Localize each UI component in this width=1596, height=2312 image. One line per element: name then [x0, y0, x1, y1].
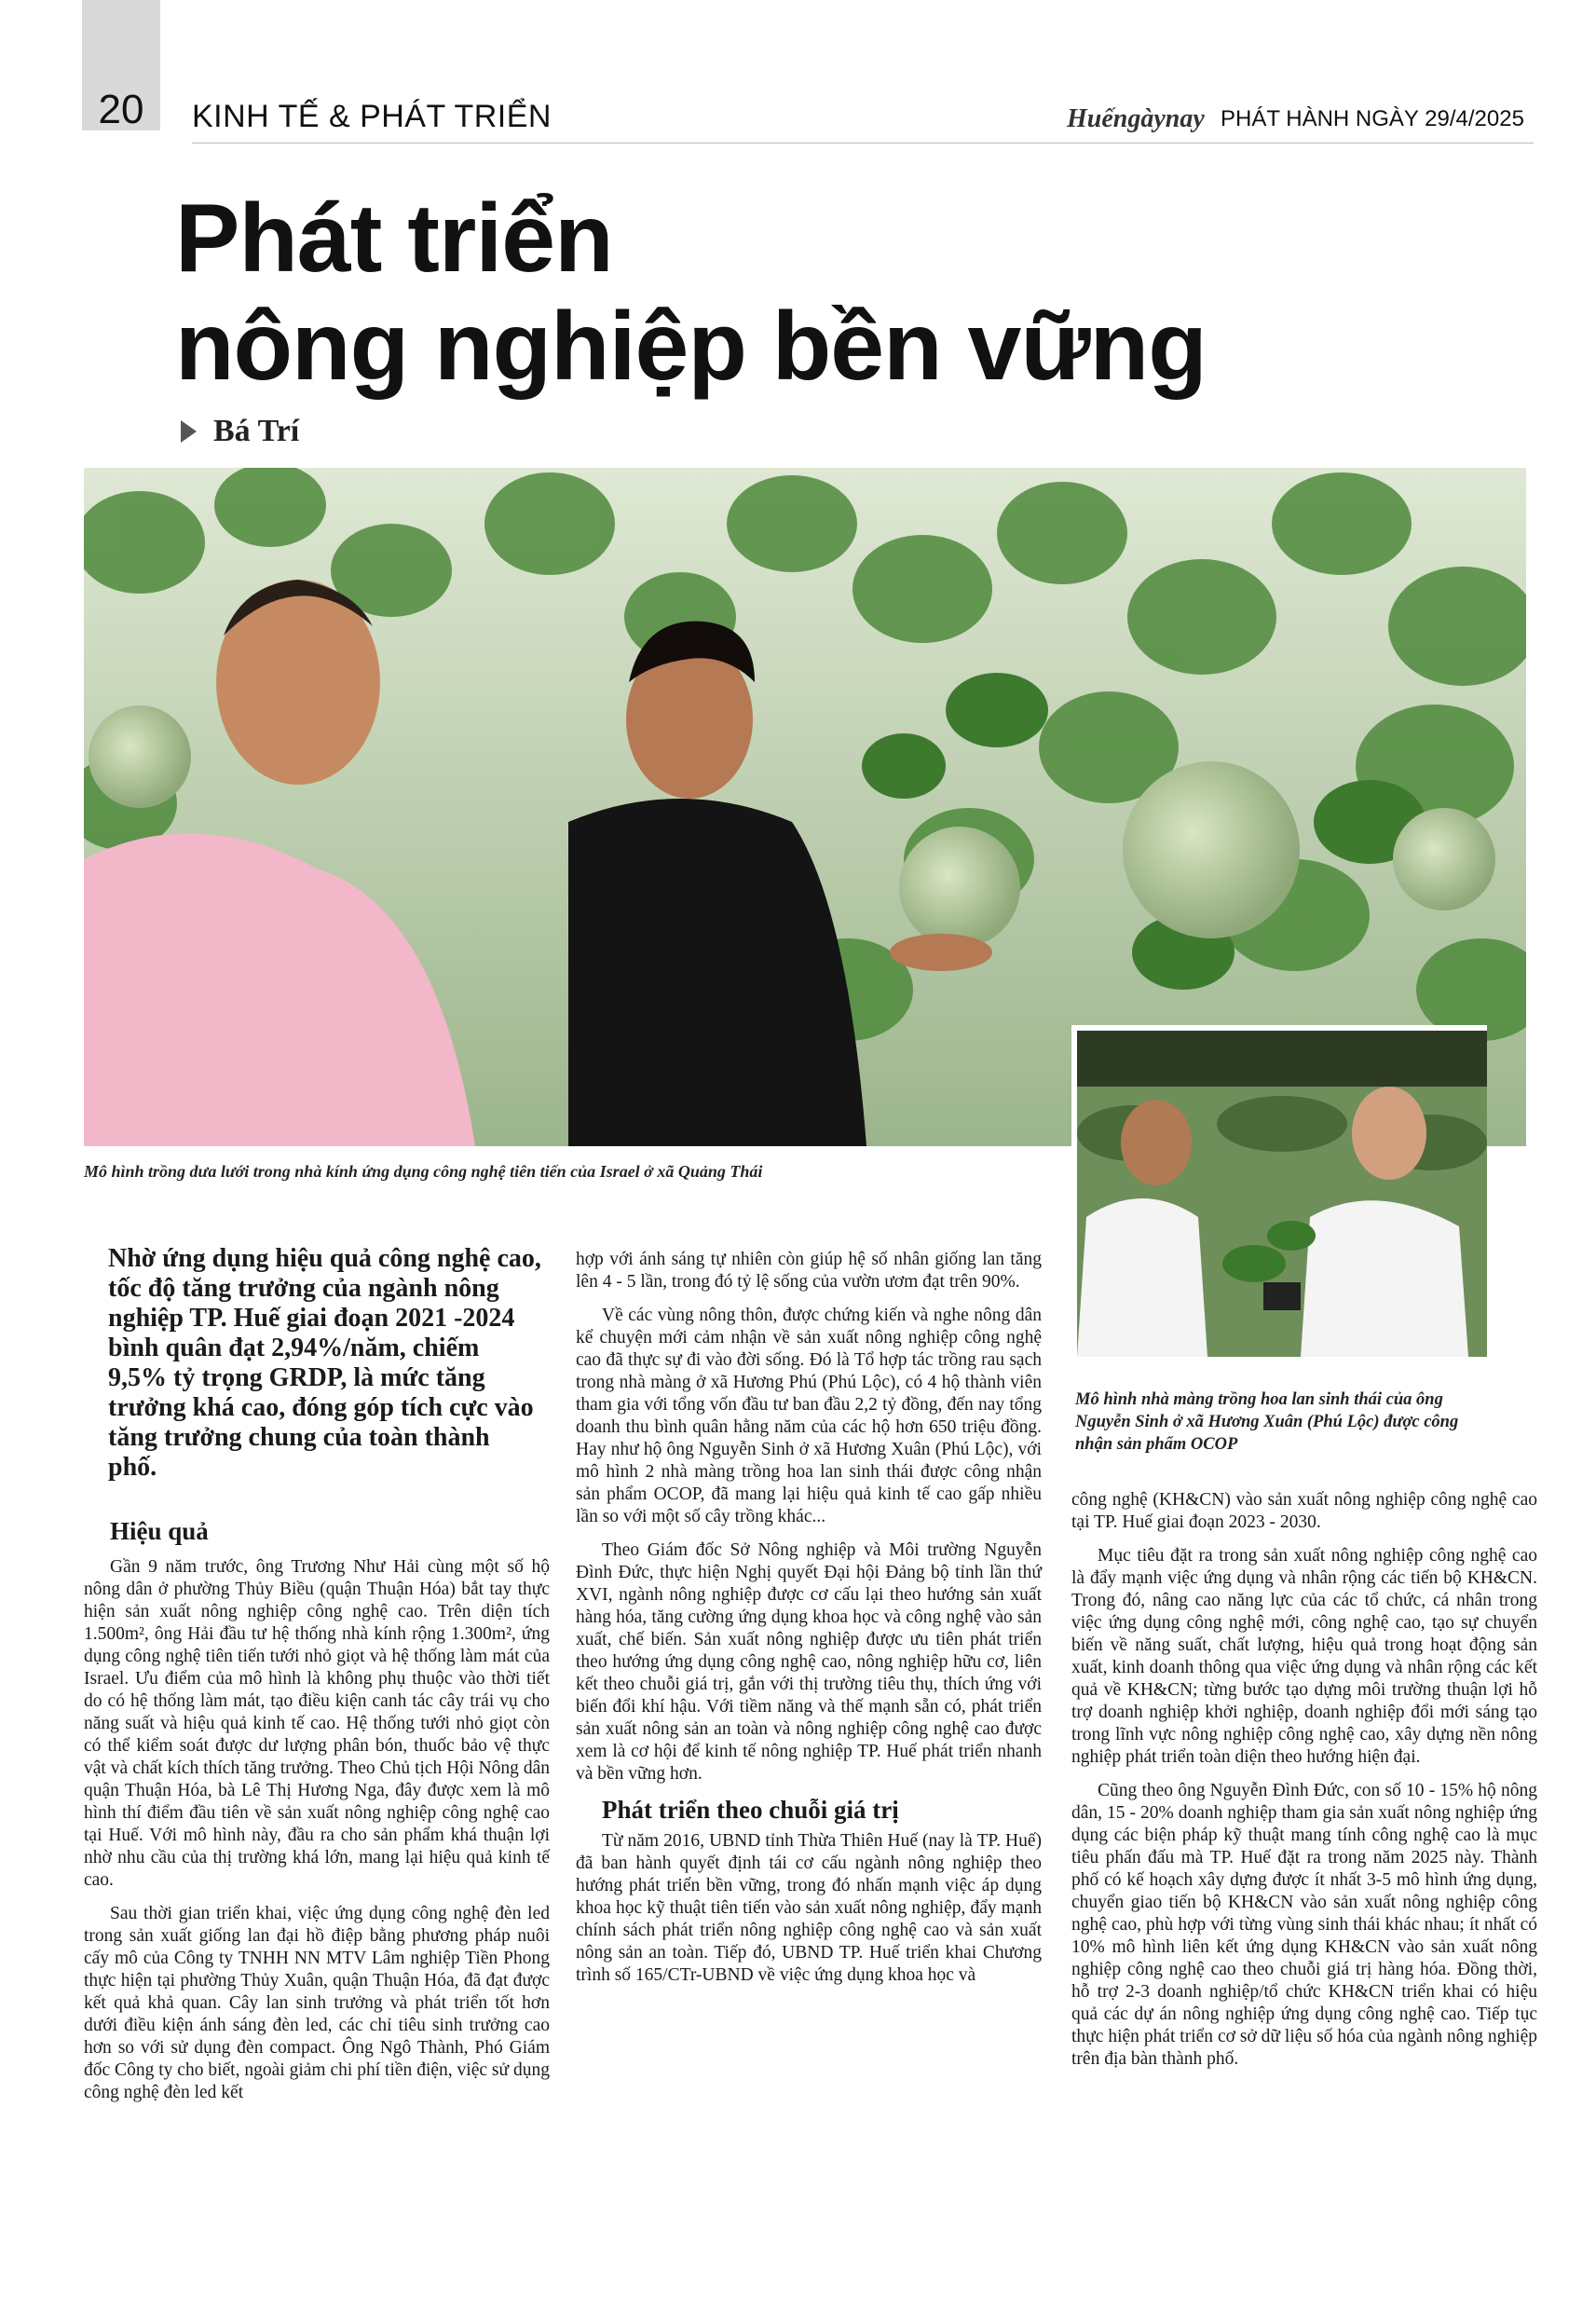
header-divider [192, 143, 1534, 144]
column-3 [1071, 1489, 1537, 2082]
heading-hieu-qua: Hiệu quả [110, 1517, 209, 1545]
title-line-2: nông nghiệp bền vững [175, 293, 1207, 401]
article-title [175, 185, 1480, 401]
col3-paragraph: Mục tiêu đặt ra trong sản xuất nông nghiệp công nghệ cao là đẩy mạnh việc ứng dụng và nhân rộng các tiến bộ KH&CN. Trong đó, nâng cao năng lực của các tổ chức, cá nhân trong việc ứng dụng công nghệ mới, công nghệ cao, tạo sự chuyển biến về năng suất, chất lượng, hiệu quả trong hoạt động sản xuất, kinh doanh thông qua việc ứng dụng và nhân rộng các kết quả về KH&CN; từng bước tạo dựng môi trường thuận lợi hỗ trợ doanh nghiệp khởi nghiệp, doanh nghiệp đổi mới sáng tạo trong lĩnh vực nông nghiệp công nghệ cao, xây dựng nền nông nghiệp phát triển toàn diện theo hướng hiện đại. [1071, 1546, 1537, 1767]
col2-paragraph: Theo Giám đốc Sở Nông nghiệp và Môi trường Nguyễn Đình Đức, thực hiện Nghị quyết Đại hội Đảng bộ tỉnh lần thứ XVI, ngành nông nghiệp được cơ cấu lại theo hướng sản xuất hàng hóa, tăng cường ứng dụng khoa học và công nghệ vào sản xuất, chế biến. Sản xuất nông nghiệp được ưu tiên phát triển theo hướng ứng dụng công nghệ cao, nông nghiệp hữu cơ, liên kết theo chuỗi giá trị, gắn với thị trường tiêu thụ, thích ứng với biến đổi khí hậu. Với tiềm năng và thế mạnh sẵn có, phát triển sản xuất nông sản an toàn và nông nghiệp công nghệ cao được xem là cơ hội để kinh tế nông nghiệp TP. Huế phát triển nhanh và bền vững hơn. [576, 1540, 1042, 1784]
main-photo-caption: Mô hình trồng dưa lưới trong nhà kính ứng dụng công nghệ tiên tiến của Israel ở xã Quảng Thái [84, 1162, 763, 1181]
title-line-1: Phát triển [175, 185, 613, 293]
col2-paragraph: Từ năm 2016, UBND tỉnh Thừa Thiên Huế (nay là TP. Huế) đã ban hành quyết định tái cơ cấu ngành nông nghiệp theo hướng phát triển bền vững, trong đó nhấn mạnh việc áp dụng khoa học kỹ thuật tiên tiến vào sản xuất nông nghiệp, đẩy mạnh chính sách phát triển nông nghiệp công nghệ cao và sản xuất nông sản an toàn. Tiếp đó, UBND TP. Huế triển khai Chương trình số 165/CTr-UBND về việc ứng dụng khoa học và [576, 1831, 1042, 1985]
author: Bá Trí [213, 414, 300, 448]
section-title: KINH TẾ & PHÁT TRIỂN [192, 99, 552, 134]
column-1 [84, 1556, 550, 2115]
col1-paragraph: Sau thời gian triển khai, việc ứng dụng công nghệ đèn led trong sản xuất giống lan đại hồ điệp bằng phương pháp nuôi cấy mô của Công ty TNHH NN MTV Lâm nghiệp Tiền Phong thực hiện tại phường Thủy Xuân, quận Thuận Hóa, đã đạt được kết quả khả quan. Cây lan sinh trưởng và phát triển tốt hơn dưới điều kiện ánh sáng đèn led, các chỉ tiêu sinh trưởng cao hơn so với sử dụng đèn compact. Ông Ngô Thành, Phó Giám đốc Công ty cho biết, ngoài giảm chi phí tiền điện, việc sử dụng công nghệ đèn led kết [84, 1904, 550, 2102]
inset-photo [1071, 1025, 1487, 1357]
inset-photo-caption: Mô hình nhà màng trồng hoa lan sinh thái của ông Nguyễn Sinh ở xã Hương Xuân (Phú Lộc) được công nhận sản phẩm OCOP [1075, 1390, 1459, 1454]
column-2 [576, 1249, 1042, 1998]
col3-paragraph: công nghệ (KH&CN) vào sản xuất nông nghiệp công nghệ cao tại TP. Huế giai đoạn 2023 - 2030. [1071, 1490, 1537, 1532]
page-number: 20 [98, 87, 144, 132]
lead-paragraph: Nhờ ứng dụng hiệu quả công nghệ cao, tốc độ tăng trưởng của ngành nông nghiệp TP. Huế giai đoạn 2021 -2024 bình quân đạt 2,94%/năm, chiếm 9,5% tỷ trọng GRDP, là mức tăng trưởng khá cao, đóng góp tích cực vào tăng trưởng chung của toàn thành phố. [108, 1244, 541, 1482]
byline-triangle-icon [181, 420, 197, 443]
publication-logo: Huếngàynay [1067, 104, 1205, 133]
col3-paragraph: Cũng theo ông Nguyễn Đình Đức, con số 10 - 15% hộ nông dân, 15 - 20% doanh nghiệp tham gia sản xuất nông nghiệp ứng dụng các biện pháp kỹ thuật mang tính công nghệ cao là mục tiêu phấn đấu mà TP. Huế đặt ra trong năm 2025 này. Thành phố có kế hoạch xây dựng được ít nhất 3-5 mô hình ứng dụng, chuyển giao tiến bộ KH&CN vào sản xuất nông nghiệp công nghệ cao, phù hợp với từng vùng sinh thái khác nhau; ít nhất có 10% mô hình liên kết ứng dụng KH&CN vào sản xuất nông nghiệp công nghệ cao theo chuỗi giá trị hàng hóa. Đồng thời, hỗ trợ 2-3 doanh nghiệp/tổ chức KH&CN triển khai có hiệu quả các dự án nông nghiệp ứng dụng công nghệ cao. Tiếp tục thực hiện phát triển cơ sở dữ liệu số hóa của ngành nông nghiệp trên địa bàn thành phố. [1071, 1781, 1537, 2069]
release-date: PHÁT HÀNH NGÀY 29/4/2025 [1221, 106, 1524, 131]
col2-paragraph: hợp với ánh sáng tự nhiên còn giúp hệ số nhân giống lan tăng lên 4 - 5 lần, trong đó tỷ lệ sống của vườn ươm đạt trên 90%. [576, 1250, 1042, 1292]
heading-chuoi-gia-tri: Phát triển theo chuỗi giá trị [602, 1796, 899, 1824]
col1-paragraph: Gần 9 năm trước, ông Trương Như Hải cùng một số hộ nông dân ở phường Thủy Biều (quận Thuận Hóa) bắt tay thực hiện sản xuất nông nghiệp công nghệ cao. Trên diện tích 1.500m², ông Hải đầu tư hệ thống nhà kính rộng 1.300m², ứng dụng công nghệ tiên tiến tưới nhỏ giọt và hệ thống làm mát của Israel. Ưu điểm của mô hình là không phụ thuộc vào thời tiết do có hệ thống làm mát, tạo điều kiện canh tác cây trái vụ cho năng suất và hiệu quả kinh tế cao. Hệ thống tưới nhỏ giọt còn có thể kiểm soát được dư lượng phân bón, thuốc bảo vệ thực vật và chất kích thích tăng trưởng. Theo Chủ tịch Hội Nông dân quận Thuận Hóa, bà Lê Thị Hương Nga, đây được xem là mô hình thí điểm đầu tiên về sản xuất nông nghiệp công nghệ cao tại Huế. Với mô hình này, đầu ra cho sản phẩm khá thuận lợi nhờ nhu cầu của thị trường khá lớn, mang lại hiệu quả kinh tế cao. [84, 1557, 550, 1890]
byline [181, 414, 299, 449]
col2-paragraph: Về các vùng nông thôn, được chứng kiến và nghe nông dân kể chuyện mới cảm nhận về sản xuất nông nghiệp công nghệ cao đã thực sự đi vào đời sống. Đó là Tổ hợp tác trồng rau sạch trong nhà màng ở xã Hương Phú (Phú Lộc), có 4 hộ thành viên tham gia với tổng vốn đầu tư ban đầu 2,2 tỷ đồng, đến nay tổng doanh thu bình quân hằng năm của các hộ hơn 650 triệu đồng. Hay như hộ ông Nguyễn Sinh ở xã Hương Xuân (Phú Lộc), với mô hình 2 nhà màng trồng hoa lan sinh thái được công nhận sản phẩm OCOP, đã mang lại hiệu quả kinh tế cao gấp nhiều lần so với một số cây trồng khác... [576, 1306, 1042, 1526]
